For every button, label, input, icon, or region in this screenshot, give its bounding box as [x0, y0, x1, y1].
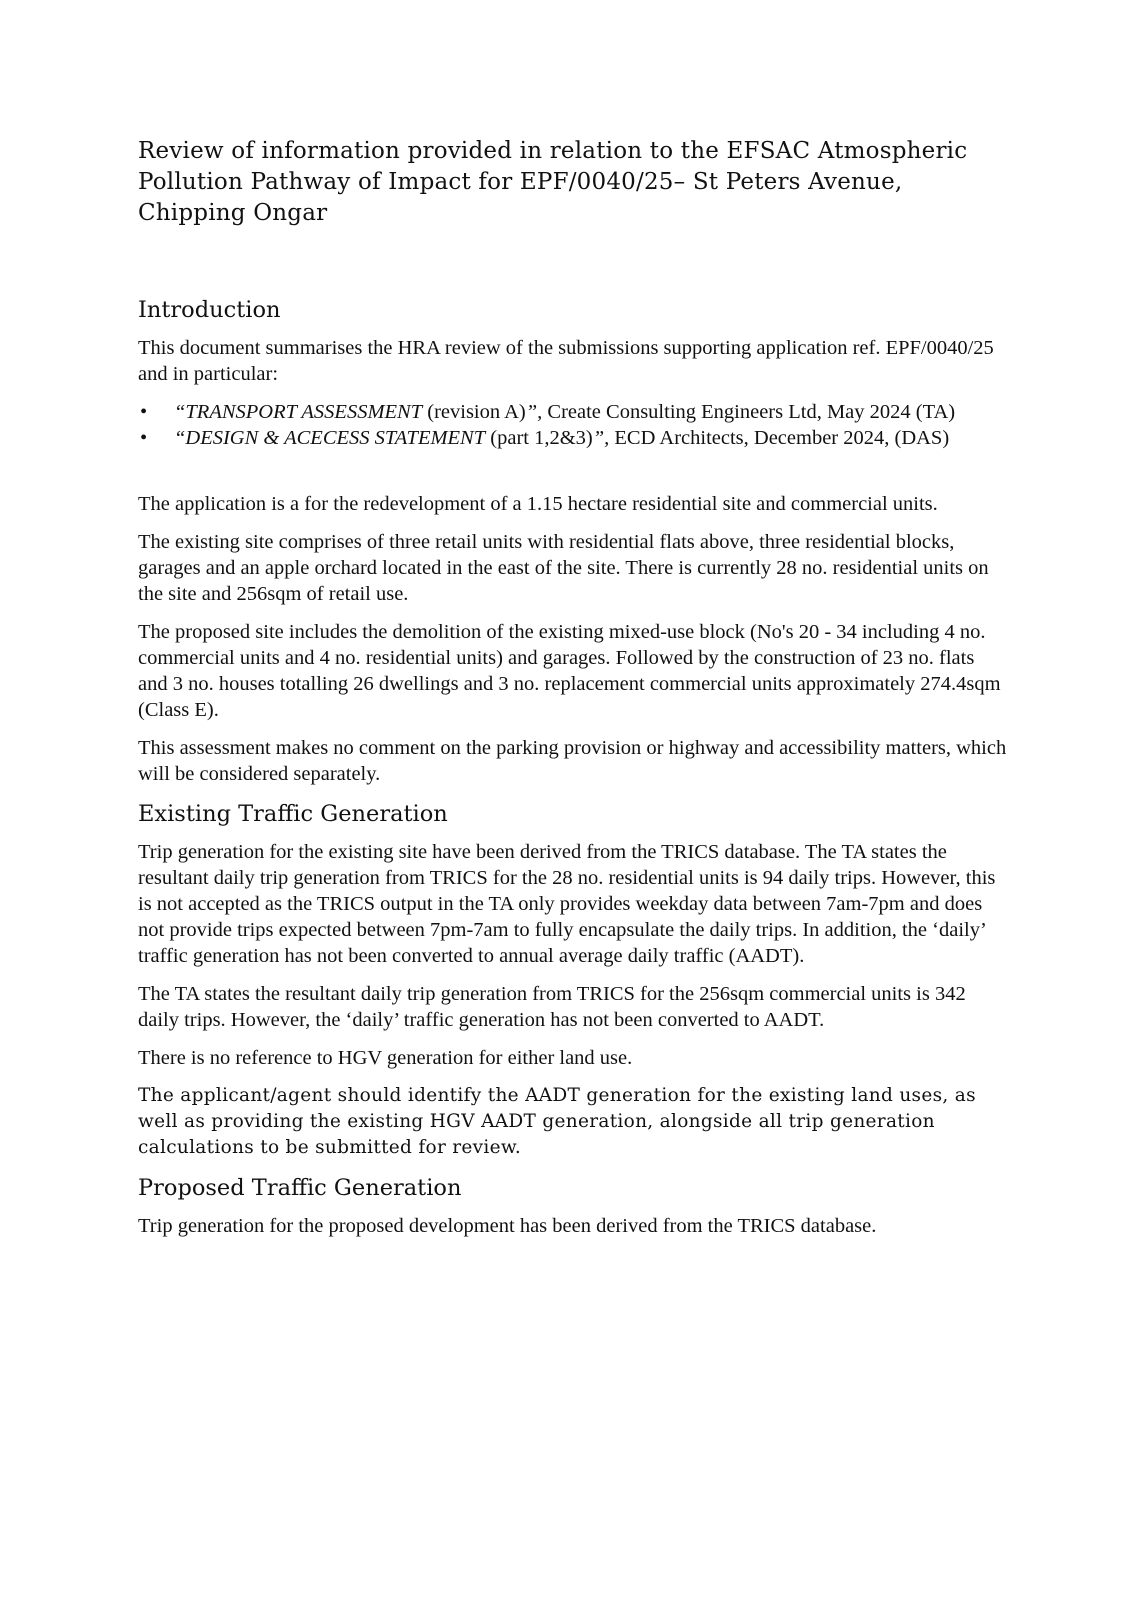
existing-recommendation: The applicant/agent should identify the AADT generation for the existing land uses, as well as providing the existing HGV AADT generation, alongside all trip generation calculations to be submitted for review. [138, 1085, 976, 1158]
intro-paragraph-scope: This assessment makes no comment on the parking provision or highway and accessibility matters, which will be considered separately. [138, 737, 1007, 785]
quote-close: ”, [525, 401, 543, 423]
bullet-icon: • [140, 427, 148, 449]
list-item [138, 425, 1008, 451]
intro-paragraph-existing-site: The existing site comprises of three retail units with residential flats above, three residential blocks, garages and an apple orchard located in the east of the site. There is currently 28 no. residential units on the site and 256sqm of retail use. [138, 531, 989, 605]
intro-lead-paragraph: This document summarises the HRA review of the submissions supporting application ref. EPF/0040/25 and in particular: [138, 337, 994, 385]
existing-paragraph-hgv: There is no reference to HGV generation for either land use. [138, 1047, 633, 1069]
heading-proposed-traffic: Proposed Traffic Generation [138, 1175, 462, 1201]
document-title: Review of information provided in relation to the EFSAC Atmospheric Pollution Pathway of Impact for EPF/0040/25– St Peters Avenue, Chipping Ongar [138, 138, 968, 226]
document-title-italic: “DESIGN & ACECESS STATEMENT [174, 427, 486, 449]
document-revision: (revision A) [422, 401, 526, 423]
heading-existing-traffic: Existing Traffic Generation [138, 801, 448, 827]
document-revision: (part 1,2&3) [485, 427, 593, 449]
bullet-icon: • [140, 401, 148, 423]
intro-paragraph-proposed-site: The proposed site includes the demolition of the existing mixed-use block (No's 20 - 34 including 4 no. commercial units and 4 no. residential units) and garages. Followed by the construction of 23 no. flats and 3 no. houses totalling 26 dwellings and 3 no. replacement commercial units approximately 274.4sqm (Class E). [138, 621, 1001, 721]
submissions-list [138, 399, 1008, 451]
existing-paragraph-commercial: The TA states the resultant daily trip generation from TRICS for the 256sqm commercial units is 342 daily trips. However, the ‘daily’ traffic generation has not been converted to AADT. [138, 983, 966, 1031]
document-author: Create Consulting Engineers Ltd, May 2024 (TA) [542, 401, 956, 423]
document-page [138, 136, 1008, 1251]
document-author: ECD Architects, December 2024, (DAS) [609, 427, 950, 449]
document-title-italic: “TRANSPORT ASSESSMENT [174, 401, 423, 423]
existing-paragraph-residential: Trip generation for the existing site have been derived from the TRICS database. The TA states the resultant daily trip generation from TRICS for the 28 no. residential units is 94 daily trips. However, this is not accepted as the TRICS output in the TA only provides weekday data between 7am-7pm and does not provide trips expected between 7pm-7am to fully encapsulate the daily trips. In addition, the ‘daily’ traffic generation has not been converted to annual average daily traffic (AADT). [138, 841, 996, 967]
intro-paragraph-application: The application is a for the redevelopment of a 1.15 hectare residential site and commercial units. [138, 493, 938, 515]
list-item [138, 399, 1008, 425]
proposed-paragraph: Trip generation for the proposed development has been derived from the TRICS database. [138, 1215, 877, 1237]
heading-introduction: Introduction [138, 297, 281, 323]
quote-close: ”, [592, 427, 610, 449]
